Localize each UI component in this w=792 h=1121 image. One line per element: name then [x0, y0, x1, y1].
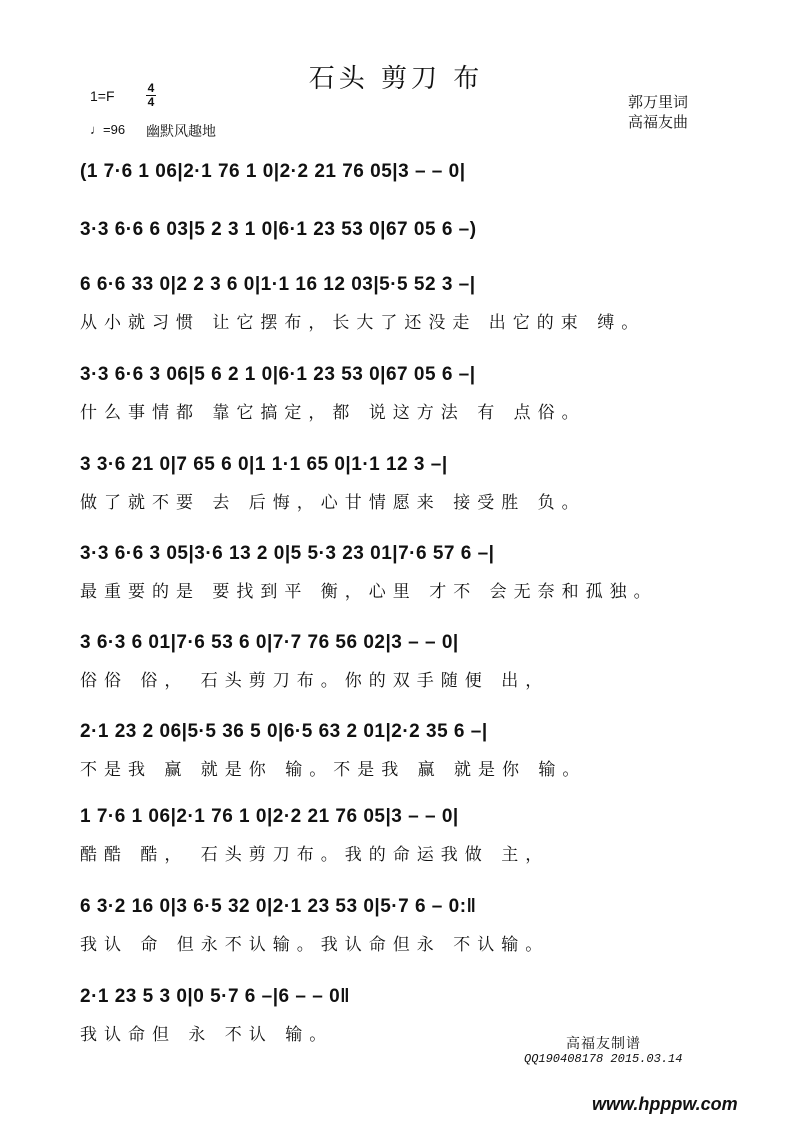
time-bottom: 4 — [147, 95, 155, 109]
notation-line: 1 7·6 1 06|2·1 76 1 0|2·2 21 76 05|3 – – 0| — [80, 806, 459, 827]
notation-line: 3·3 6·6 6 03|5 2 3 1 0|6·1 23 53 0|67 05 6 –) — [80, 219, 477, 240]
lyric-line: 从小就习惯 让它摆布，长大了还没走 出它的束 缚。 — [80, 313, 646, 333]
time-top: 4 — [147, 81, 155, 95]
lyric-line: 不是我 赢 就是你 输。不是我 赢 就是你 输。 — [80, 760, 587, 780]
lyric-line: 什么事情都 靠它搞定，都 说这方法 有 点俗。 — [80, 403, 586, 423]
lyric-line: 最重要的是 要找到平 衡，心里 才不 会无奈和孤独。 — [80, 582, 658, 602]
notation-line: (1 7·6 1 06|2·1 76 1 0|2·2 21 76 05|3 – – 0| — [80, 161, 466, 182]
notation-line: 3·3 6·6 3 06|5 6 2 1 0|6·1 23 53 0|67 05 6 –| — [80, 364, 476, 385]
website-watermark: www.hpppw.com — [592, 1094, 738, 1114]
composer: 高福友曲 — [628, 113, 689, 131]
song-title: 石头 剪刀 布 — [308, 64, 484, 94]
notation-line: 2·1 23 2 06|5·5 36 5 0|6·5 63 2 01|2·2 35 6 –| — [80, 721, 488, 742]
notation-line: 6 6·6 33 0|2 2 3 6 0|1·1 16 12 03|5·5 52 3 –| — [80, 274, 476, 295]
lyric-line: 俗俗 俗， 石头剪刀布。你的双手随便 出， — [80, 671, 550, 691]
time-signature — [146, 82, 156, 109]
notation-line: 2·1 23 5 3 0|0 5·7 6 –|6 – – 0‖ — [80, 986, 351, 1007]
contact-date: QQ190408178 2015.03.14 — [524, 1052, 683, 1066]
lyric-line: 我认命但 永 不认 输。 — [80, 1025, 334, 1045]
expression-marking: 幽默风趣地 — [146, 124, 216, 140]
key-signature: 1=F — [90, 88, 115, 104]
lyricist: 郭万里词 — [628, 93, 689, 111]
transcriber-signature: 高福友制谱 — [566, 1036, 641, 1052]
lyric-line: 我认 命 但永不认输。我认命但永 不认输。 — [80, 935, 550, 955]
lyric-line: 酷酷 酷， 石头剪刀布。我的命运我做 主， — [80, 845, 550, 865]
notation-line: 6 3·2 16 0|3 6·5 32 0|2·1 23 53 0|5·7 6 – 0:‖ — [80, 896, 477, 917]
notation-line: 3 3·6 21 0|7 65 6 0|1 1·1 65 0|1·1 12 3 –| — [80, 454, 448, 475]
credits — [628, 92, 688, 132]
notation-line: 3·3 6·6 3 05|3·6 13 2 0|5 5·3 23 01|7·6 57 6 –| — [80, 543, 495, 564]
tempo-marking: ♩=96 — [90, 122, 126, 137]
notation-line: 3 6·3 6 01|7·6 53 6 0|7·7 76 56 02|3 – – 0| — [80, 632, 459, 653]
lyric-line: 做了就不要 去 后悔，心甘情愿来 接受胜 负。 — [80, 493, 586, 513]
